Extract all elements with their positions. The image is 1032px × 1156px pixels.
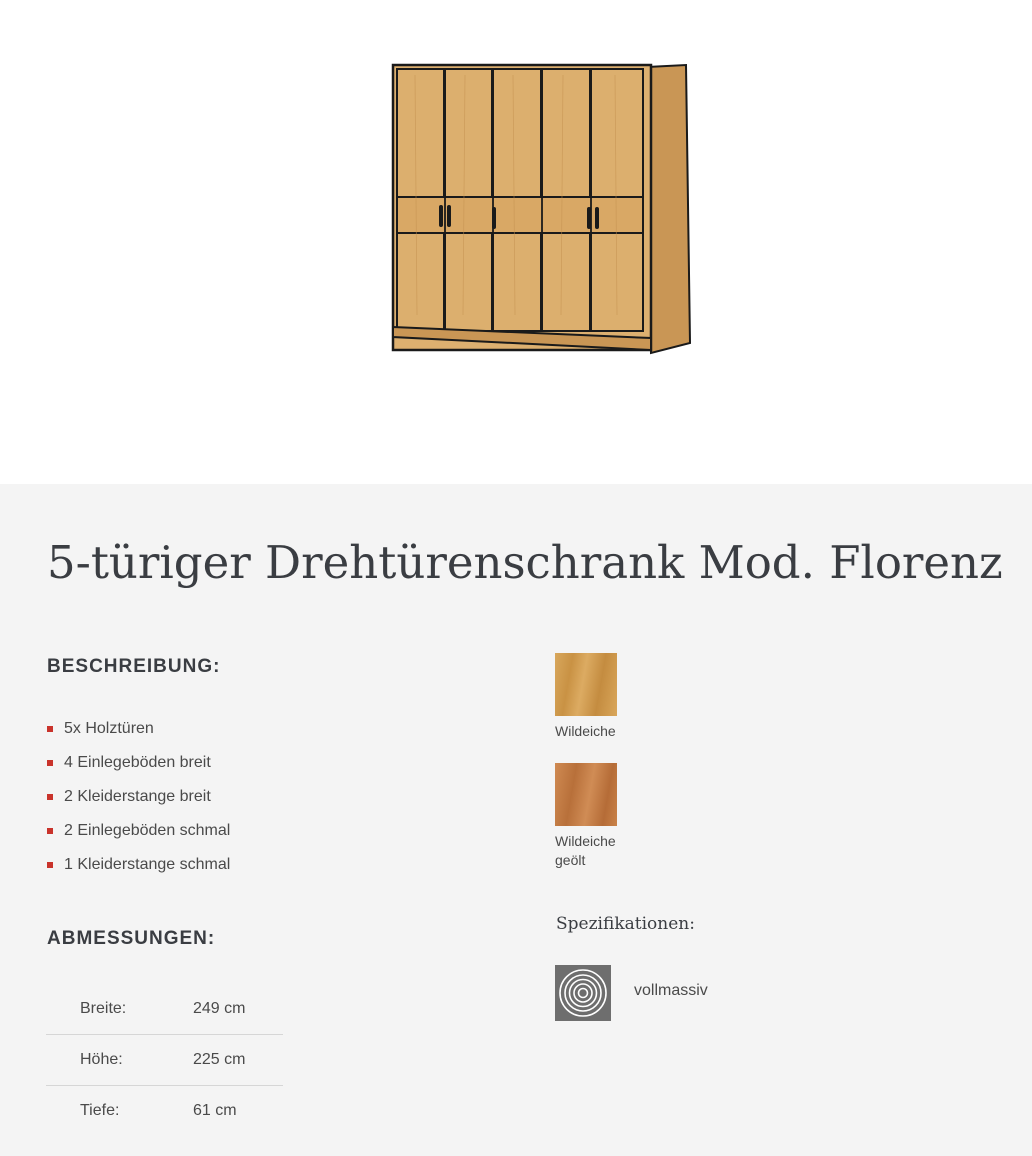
product-title: 5-türiger Drehtürenschrank Mod. Florenz (47, 536, 1003, 589)
product-image-area (0, 0, 1032, 484)
feature-text: 1 Kleiderstange schmal (64, 856, 231, 873)
bullet-icon (47, 828, 53, 834)
feature-text: 4 Einlegeböden breit (64, 754, 211, 771)
tree-rings-icon (555, 965, 611, 1021)
feature-text: 2 Einlegeböden schmal (64, 822, 231, 839)
table-row (46, 1086, 283, 1137)
wardrobe-product-image (385, 55, 695, 355)
list-item (47, 716, 230, 750)
dimension-label: Breite: (80, 1000, 127, 1017)
bullet-icon (47, 794, 53, 800)
description-heading: BESCHREIBUNG: (47, 656, 221, 677)
finish-swatch-wildeiche-geoelt[interactable] (555, 763, 617, 870)
list-item (47, 818, 230, 852)
table-row (46, 1035, 283, 1086)
dimension-value: 61 cm (193, 1102, 237, 1119)
finish-name: Wildeiche geölt (555, 833, 616, 868)
dimension-label: Höhe: (80, 1051, 123, 1068)
dimensions-heading: ABMESSUNGEN: (47, 928, 216, 949)
spec-label: vollmassiv (634, 982, 708, 999)
bullet-icon (47, 862, 53, 868)
list-item (47, 852, 230, 886)
dimension-label: Tiefe: (80, 1102, 120, 1119)
bullet-icon (47, 760, 53, 766)
dimension-value: 225 cm (193, 1051, 246, 1068)
finish-name: Wildeiche (555, 723, 616, 739)
dimensions-table (46, 984, 283, 1136)
wood-swatch-chip[interactable] (555, 653, 617, 716)
specs-heading: Spezifikationen: (556, 914, 695, 934)
list-item (47, 784, 230, 818)
dimension-value: 249 cm (193, 1000, 246, 1017)
wood-swatch-chip[interactable] (555, 763, 617, 826)
feature-text: 2 Kleiderstange breit (64, 788, 211, 805)
table-row (46, 984, 283, 1035)
feature-list (47, 716, 230, 886)
finish-swatch-wildeiche[interactable] (555, 653, 617, 741)
bullet-icon (47, 726, 53, 732)
feature-text: 5x Holztüren (64, 720, 154, 737)
list-item (47, 750, 230, 784)
